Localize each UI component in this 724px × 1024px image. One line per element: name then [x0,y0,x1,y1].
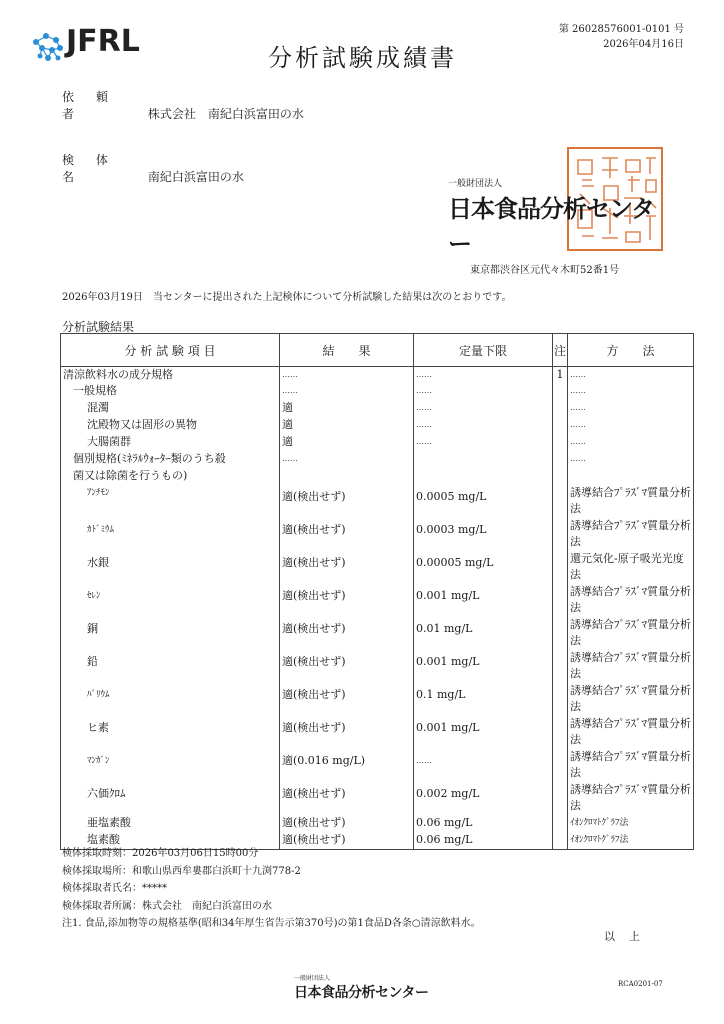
result-cell: 適(検出せず) [280,584,414,617]
result-cell [280,468,414,485]
method-cell [568,468,694,485]
note-1: 注1. 食品,添加物等の規格基準(昭和34年厚生省告示第370号)の第1食品D各条○清涼飲料水。 [62,918,481,929]
limit-cell: 0.002 mg/L [414,782,553,815]
table-row [61,434,694,451]
limit-cell: …… [414,383,553,400]
table-row [61,782,694,815]
result-cell: 適 [280,400,414,417]
method-cell: 誘導結合ﾌﾟﾗｽﾞﾏ質量分析法 [568,650,694,683]
limit-cell: …… [414,749,553,782]
item-cell: 一般規格 [61,383,280,400]
issuer-block [448,176,668,276]
note-cell [553,434,568,451]
issuer-prefix: 一般財団法人 [448,179,503,189]
sampler-org: 検体採取者所属：株式会社 南紀白浜富田の水 [62,900,272,912]
sampling-place: 検体採取場所：和歌山県西牟婁郡白浜町十九渕778-2 [62,865,301,877]
result-cell: 適(0.016 mg/L) [280,749,414,782]
result-cell: 適(検出せず) [280,832,414,849]
table-row [61,650,694,683]
note-cell [553,383,568,400]
method-cell: …… [568,400,694,417]
client-label: 依 頼 者 [62,90,117,121]
method-cell: 誘導結合ﾌﾟﾗｽﾞﾏ質量分析法 [568,584,694,617]
note-cell [553,782,568,815]
result-cell: 適(検出せず) [280,815,414,832]
result-cell: 適(検出せず) [280,650,414,683]
limit-cell: 0.00005 mg/L [414,551,553,584]
results-title: 分析試験結果 [62,320,135,334]
method-cell: 誘導結合ﾌﾟﾗｽﾞﾏ質量分析法 [568,518,694,551]
result-cell: 適(検出せず) [280,617,414,650]
note-cell [553,551,568,584]
method-cell: 誘導結合ﾌﾟﾗｽﾞﾏ質量分析法 [568,617,694,650]
method-cell: 誘導結合ﾌﾟﾗｽﾞﾏ質量分析法 [568,485,694,518]
item-cell: ヒ素 [61,716,280,749]
table-row [61,683,694,716]
results-table [60,333,694,850]
method-cell: …… [568,383,694,400]
item-cell: 銅 [61,617,280,650]
closing-mark: 以上 [604,930,654,943]
note-cell: 1 [553,367,568,384]
item-cell: ｱﾝﾁﾓﾝ [61,485,280,518]
note-cell [553,468,568,485]
header-result: 結 果 [280,334,414,367]
document-meta [559,22,684,52]
sample-value: 南紀白浜富田の水 [147,170,244,184]
logo-text: JFRL [66,24,140,59]
item-cell: 混濁 [61,400,280,417]
header-method: 方 法 [568,334,694,367]
item-cell: 大腸菌群 [61,434,280,451]
sample-row [62,151,244,185]
item-cell: 菌又は除菌を行うもの) [61,468,280,485]
method-cell: 誘導結合ﾌﾟﾗｽﾞﾏ質量分析法 [568,683,694,716]
result-cell: 適 [280,434,414,451]
item-cell: 六価ｸﾛﾑ [61,782,280,815]
note-cell [553,716,568,749]
item-cell: 個別規格(ﾐﾈﾗﾙｳｫｰﾀｰ類のうち殺 [61,451,280,468]
table-row [61,468,694,485]
client-value: 株式会社 南紀白浜富田の水 [147,107,304,121]
result-cell: 適(検出せず) [280,518,414,551]
limit-cell: 0.01 mg/L [414,617,553,650]
method-cell: 誘導結合ﾌﾟﾗｽﾞﾏ質量分析法 [568,782,694,815]
item-cell: 塩素酸 [61,832,280,849]
limit-cell: 0.001 mg/L [414,716,553,749]
note-cell [553,518,568,551]
item-cell: ﾊﾞﾘｳﾑ [61,683,280,716]
item-cell: ﾏﾝｶﾞﾝ [61,749,280,782]
sample-label: 検 体 名 [62,153,117,184]
note-cell [553,417,568,434]
table-row [61,584,694,617]
footer-org [294,973,428,1002]
table-row [61,400,694,417]
table-header-row [61,334,694,367]
table-row [61,551,694,584]
method-cell: ｲｵﾝｸﾛﾏﾄｸﾞﾗﾌ法 [568,832,694,849]
note-cell [553,683,568,716]
document-number: 第 26028576001-0101 号 [558,24,684,35]
method-cell: …… [568,367,694,384]
header-limit: 定量下限 [414,334,553,367]
limit-cell [414,451,553,468]
limit-cell: …… [414,434,553,451]
method-cell: …… [568,417,694,434]
table-row [61,815,694,832]
limit-cell: 0.001 mg/L [414,650,553,683]
item-cell: 鉛 [61,650,280,683]
method-cell: 誘導結合ﾌﾟﾗｽﾞﾏ質量分析法 [568,716,694,749]
limit-cell: 0.1 mg/L [414,683,553,716]
result-cell: 適(検出せず) [280,716,414,749]
result-cell: 適(検出せず) [280,551,414,584]
table-row [61,617,694,650]
result-cell: 適 [280,417,414,434]
limit-cell [414,468,553,485]
document-date: 2026年04月16日 [603,39,684,50]
form-code: RCA0201-07 [618,980,663,988]
table-row [61,451,694,468]
result-cell: …… [280,367,414,384]
table-row [61,367,694,384]
note-cell [553,584,568,617]
statement: 2026年03月19日 当センターに提出された上記検体について分析試験した結果は次のとおりです。 [62,292,512,303]
footer-org-name: 日本食品分析センター [294,985,429,1001]
client-row [62,88,304,122]
note-cell [553,451,568,468]
note-cell [553,485,568,518]
limit-cell: …… [414,417,553,434]
limit-cell: …… [414,400,553,417]
item-cell: 水銀 [61,551,280,584]
method-cell: ｲｵﾝｸﾛﾏﾄｸﾞﾗﾌ法 [568,815,694,832]
limit-cell: 0.06 mg/L [414,815,553,832]
header-note: 注 [553,334,568,367]
item-cell: 清涼飲料水の成分規格 [61,367,280,384]
item-cell: 亜塩素酸 [61,815,280,832]
note-cell [553,650,568,683]
result-cell: …… [280,383,414,400]
table-row [61,485,694,518]
sampler-name: 検体採取者氏名：***** [62,883,167,894]
note-cell [553,400,568,417]
method-cell: …… [568,434,694,451]
note-cell [553,815,568,832]
method-cell: 誘導結合ﾌﾟﾗｽﾞﾏ質量分析法 [568,749,694,782]
header-item: 分 析 試 験 項 目 [61,334,280,367]
limit-cell: 0.06 mg/L [414,832,553,849]
table-row [61,716,694,749]
limit-cell: 0.0005 mg/L [414,485,553,518]
result-cell: 適(検出せず) [280,485,414,518]
table-row [61,518,694,551]
method-cell: …… [568,451,694,468]
note-cell [553,749,568,782]
footer-org-prefix: 一般財団法人 [294,975,331,982]
note-cell [553,617,568,650]
table-row [61,383,694,400]
result-cell: 適(検出せず) [280,782,414,815]
item-cell: 沈殿物又は固形の異物 [61,417,280,434]
item-cell: ｶﾄﾞﾐｳﾑ [61,518,280,551]
method-cell: 還元気化-原子吸光光度法 [568,551,694,584]
limit-cell: 0.0003 mg/L [414,518,553,551]
item-cell: ｾﾚﾝ [61,584,280,617]
footer-notes [62,845,481,933]
limit-cell: 0.001 mg/L [414,584,553,617]
page-title: 分析試験成績書 [268,44,457,72]
table-row [61,417,694,434]
table-row [61,749,694,782]
result-cell: …… [280,451,414,468]
note-cell [553,832,568,849]
limit-cell: …… [414,367,553,384]
issuer-address: 東京都渋谷区元代々木町52番1号 [470,265,620,276]
result-cell: 適(検出せず) [280,683,414,716]
sampling-time: 検体採取時刻：2026年03月06日15時00分 [62,848,259,859]
issuer-name: 日本食品分析センター [448,195,655,258]
